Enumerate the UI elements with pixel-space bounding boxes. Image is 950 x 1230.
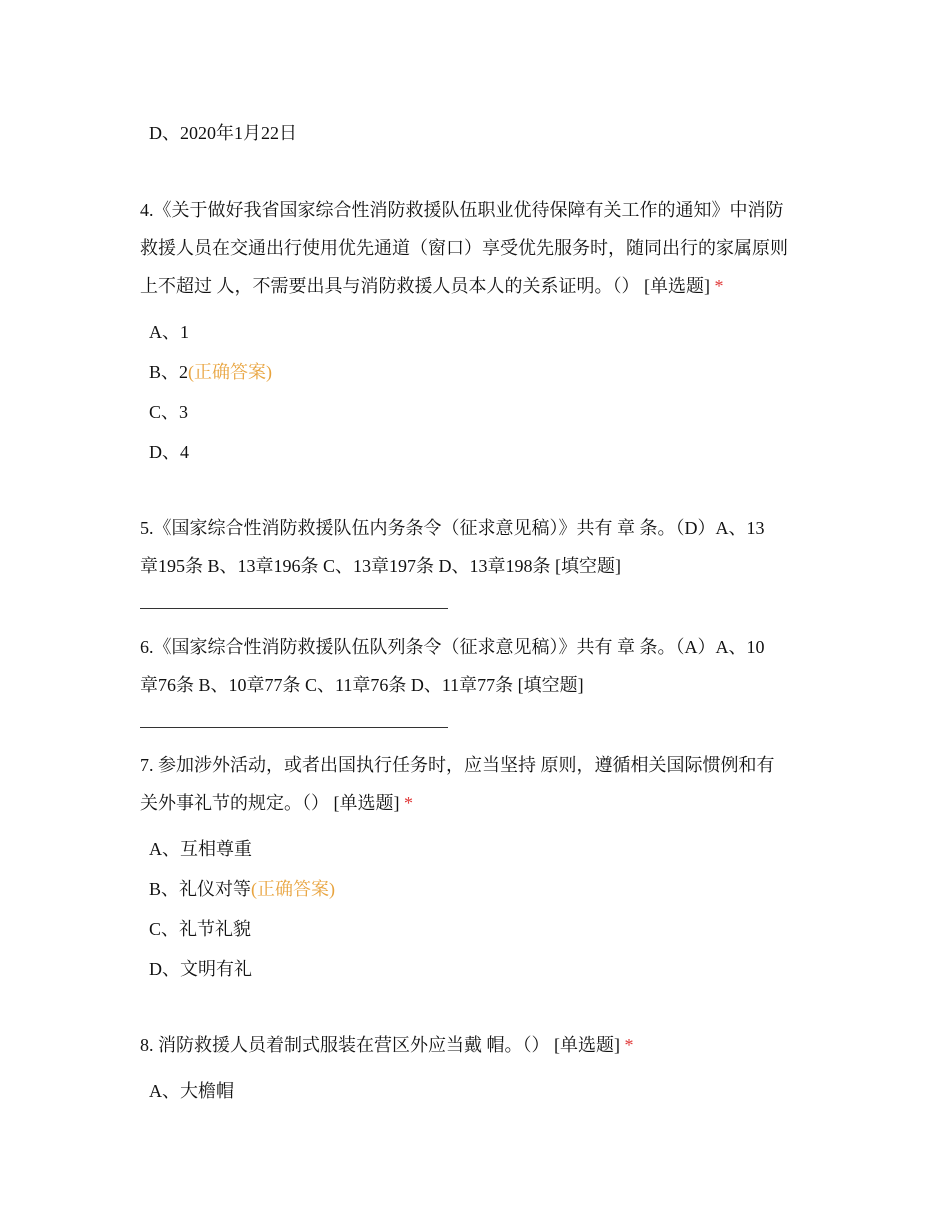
required-marker: * — [624, 1035, 634, 1055]
q8-question-text: 8. 消防救援人员着制式服装在营区外应当戴 帽。（） [单选题] — [140, 1035, 620, 1055]
q7-option-b-text: B、礼仪对等 — [149, 879, 252, 899]
q4-text-line-3 — [140, 274, 724, 298]
correct-answer-label: (正确答案) — [188, 362, 273, 382]
q4-option-a: A、1 — [149, 322, 189, 342]
q7-text-line-1: 7. 参加涉外活动，或者出国执行任务时，应当坚持 原则，遵循相关国际惯例和有 — [140, 755, 775, 775]
q3-option-d: D、2020年1月22日 — [149, 123, 297, 143]
q7-option-b — [149, 877, 335, 901]
q6-text-line-2: 章76条 B、10章77条 C、11章76条 D、11章77条 [填空题] — [140, 675, 584, 695]
q5-answer-blank[interactable] — [140, 608, 448, 609]
q6-answer-blank[interactable] — [140, 727, 448, 728]
q4-option-c: C、3 — [149, 402, 189, 422]
q8-option-a: A、大檐帽 — [149, 1081, 234, 1101]
q8-text-line-1 — [140, 1033, 634, 1057]
q4-text-line-2: 救援人员在交通出行使用优先通道（窗口）享受优先服务时，随同出行的家属原则 — [140, 238, 788, 258]
q7-text-line-2 — [140, 791, 413, 815]
q5-text-line-2: 章195条 B、13章196条 C、13章197条 D、13章198条 [填空题] — [140, 556, 621, 576]
q4-text-line-1: 4.《关于做好我省国家综合性消防救援队伍职业优待保障有关工作的通知》中消防 — [140, 200, 784, 220]
q5-text-line-1: 5.《国家综合性消防救援队伍内务条令（征求意见稿）》共有 章 条。（D）A、13 — [140, 518, 765, 538]
q7-option-d: D、文明有礼 — [149, 959, 252, 979]
q4-option-b — [149, 360, 272, 384]
q4-option-b-text: B、2 — [149, 362, 189, 382]
q4-option-d: D、4 — [149, 442, 189, 462]
q7-option-a: A、互相尊重 — [149, 839, 252, 859]
correct-answer-label: (正确答案) — [251, 879, 336, 899]
required-marker: * — [714, 276, 724, 296]
q6-text-line-1: 6.《国家综合性消防救援队伍队列条令（征求意见稿）》共有 章 条。（A）A、10 — [140, 637, 765, 657]
q7-question-text: 关外事礼节的规定。（） [单选题] — [140, 793, 400, 813]
required-marker: * — [404, 793, 413, 813]
q7-option-c: C、礼节礼貌 — [149, 919, 252, 939]
q4-question-text: 上不超过 人，不需要出具与消防救援人员本人的关系证明。（） [单选题] — [140, 276, 710, 296]
